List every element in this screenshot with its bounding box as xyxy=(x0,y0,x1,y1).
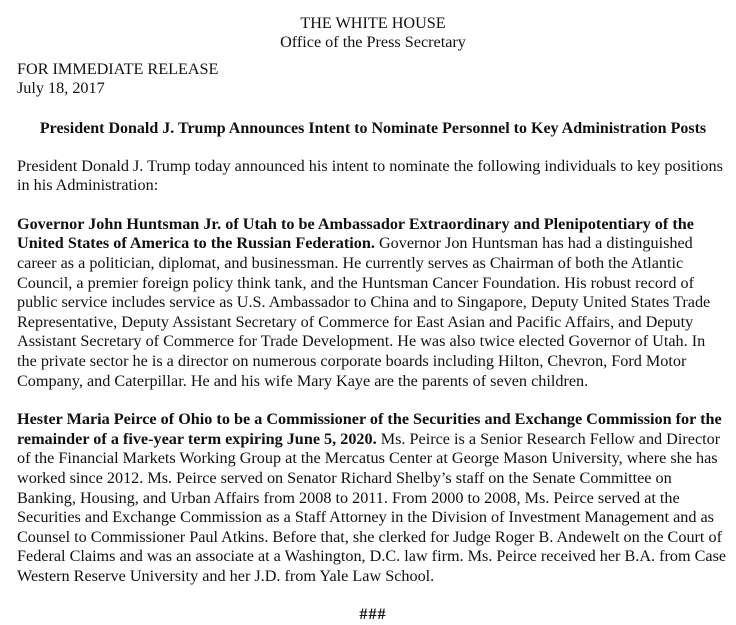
nominee-bio: Governor Jon Huntsman has had a distinguished career as a politician, diplomat, and businessman. He currently serves as Chairman of both the Atlantic Council, a premier foreign policy think tank, and the Huntsman Cancer Foundation. His robust record of public service includes service as U.S. Ambassador to China and to Singapore, Deputy United States Trade Representative, Deputy Assistant Secretary of Commerce for East Asian and Pacific Affairs, and Deputy Assistant Secretary of Commerce for Trade Development. He was also twice elected Governor of Utah. In the private sector he is a director on numerous corporate boards including Hilton, Chevron, Ford Motor Company, and Caterpillar. He and his wife Mary Kaye are the parents of seven children. xyxy=(17,234,711,390)
release-header xyxy=(17,14,729,52)
nominee-paragraph-huntsman xyxy=(17,215,729,391)
release-info xyxy=(17,60,729,98)
release-date: July 18, 2017 xyxy=(17,79,105,97)
headline: President Donald J. Trump Announces Intent to Nominate Personnel to Key Administration Posts xyxy=(39,120,707,137)
nominee-bio: Ms. Peirce is a Senior Research Fellow and Director of the Financial Markets Working Group at the Mercatus Center at George Mason University, where she has worked since 2012. Ms. Peirce served on Senator Richard Shelby’s staff on the Senate Committee on Banking, Housing, and Urban Affairs from 2008 to 2011. From 2000 to 2008, Ms. Peirce served at the Securities and Exchange Commission as a Staff Attorney in the Division of Investment Management and as Counsel to Commissioner Paul Atkins. Before that, she clerked for Judge Roger B. Andewelt on the Court of Federal Claims and was an associate at a Washington, D.C. law firm. Ms. Peirce received her B.A. from Case Western Reserve University and her J.D. from Yale Law School. xyxy=(17,429,727,585)
end-mark: ### xyxy=(359,605,387,624)
organization-name: THE WHITE HOUSE xyxy=(300,14,446,32)
intro-paragraph: President Donald J. Trump today announced his intent to nominate the following individuals to key positions in his Administration: xyxy=(17,156,723,195)
office-name: Office of the Press Secretary xyxy=(280,33,466,51)
nominee-title: Governor John Huntsman Jr. of Utah to be Ambassador Extraordinary and Plenipotentiary of the United States of America to the Russian Federation. xyxy=(17,214,694,253)
release-label: FOR IMMEDIATE RELEASE xyxy=(17,60,219,78)
press-release-page xyxy=(17,14,729,625)
nominee-title: Hester Maria Peirce of Ohio to be a Commissioner of the Securities and Exchange Commission for the remainder of a five-year term expiring June 5, 2020. xyxy=(17,410,722,448)
nominee-paragraph-peirce xyxy=(17,410,729,586)
